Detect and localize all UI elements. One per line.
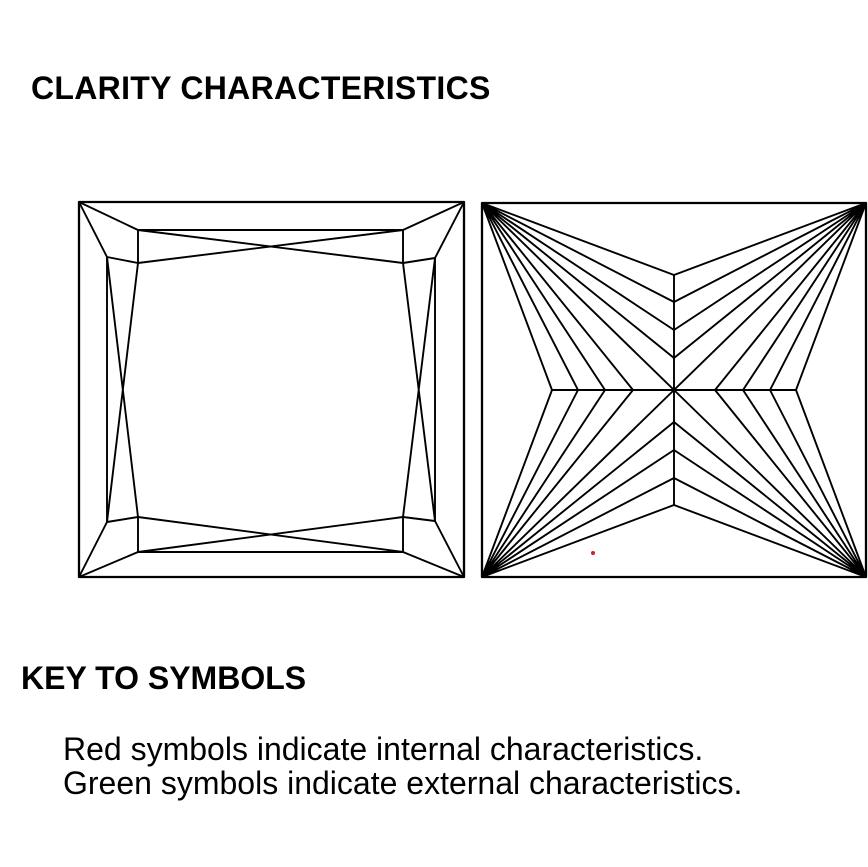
pavilion-fan-bottom-right: [674, 390, 866, 577]
key-line-green: Green symbols indicate external characteristics.: [63, 765, 743, 801]
red-symbol-marker: [591, 551, 595, 555]
crown-girdle-outline: [79, 202, 464, 577]
crown-table-facets: [107, 230, 435, 552]
page-title: CLARITY CHARACTERISTICS: [31, 70, 491, 106]
key-heading: KEY TO SYMBOLS: [21, 660, 307, 696]
pavilion-fan-top-left: [482, 203, 674, 390]
pavilion-fan-top-right: [674, 203, 866, 390]
crown-view-diagram: [79, 202, 464, 577]
pavilion-fan-bottom-left: [482, 390, 674, 577]
crown-corner-facets: [79, 202, 464, 577]
crown-star-facets: [107, 230, 435, 552]
key-legend: [63, 732, 742, 800]
key-line-red: Red symbols indicate internal characteristics.: [63, 731, 704, 767]
pavilion-view-diagram: [482, 203, 866, 577]
